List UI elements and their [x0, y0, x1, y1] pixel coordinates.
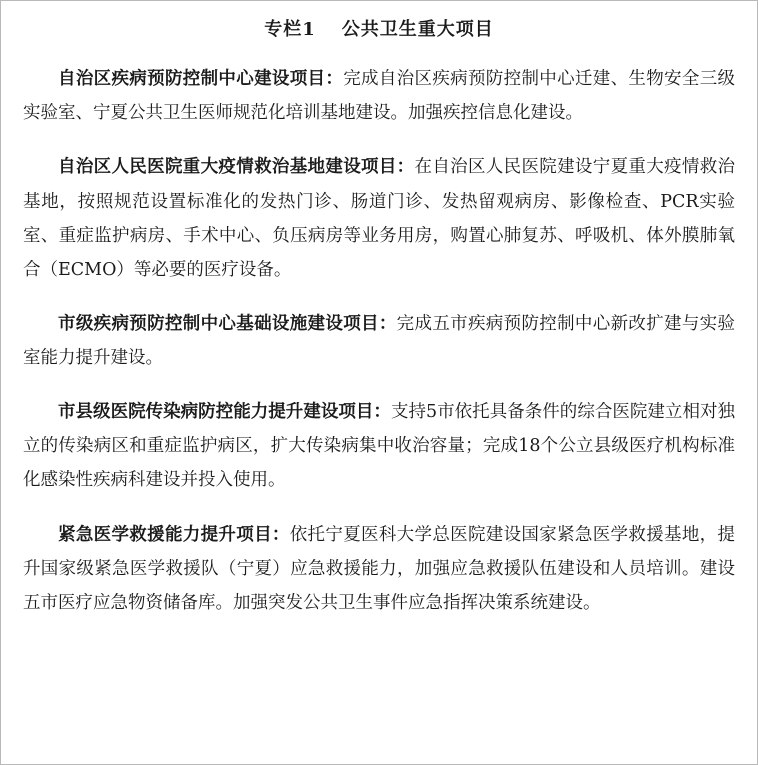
paragraph-5-body: 依托宁夏医科大学总医院建设国家紧急医学救援基地，提升国家级紧急医学救援队（宁夏）应急救援能力，加强应急救援队伍建设和人员培训。建设五市医疗应急物资储备库。加强突发公共卫生事件应急指挥决策系统建设。	[23, 524, 736, 613]
paragraph-2-body: 在自治区人民医院建设宁夏重大疫情救治基地，按照规范设置标准化的发热门诊、肠道门诊、发热留观病房、影像检查、PCR实验室、重症监护病房、手术中心、负压病房等业务用房，购置心肺复苏、呼吸机、体外膜肺氧合（ECMO）等必要的医疗设备。	[23, 157, 736, 280]
page-title-text: 公共卫生重大项目	[341, 19, 494, 40]
paragraph-4	[23, 395, 735, 497]
paragraph-3	[23, 307, 735, 375]
paragraph-4-lead: 市县级医院传染病防控能力提升建设项目：	[58, 402, 391, 423]
paragraph-4-body: 支持5市依托具备条件的综合医院建立相对独立的传染病区和重症监护病区，扩大传染病集中收治容量；完成18个公立县级医疗机构标准化感染性疾病科建设并投入使用。	[23, 402, 735, 491]
paragraph-3-lead: 市级疾病预防控制中心基础设施建设项目：	[58, 313, 397, 334]
paragraph-5	[23, 518, 735, 620]
paragraph-1	[23, 62, 735, 130]
paragraph-2	[23, 150, 735, 287]
paragraph-5-lead: 紧急医学救援能力提升项目：	[58, 524, 290, 545]
page-title	[23, 17, 735, 42]
paragraph-1-body: 完成自治区疾病预防控制中心迁建、生物安全三级实验室、宁夏公共卫生医师规范化培训基地建设。加强疾控信息化建设。	[23, 69, 736, 124]
paragraph-1-lead: 自治区疾病预防控制中心建设项目：	[58, 69, 344, 90]
paragraph-3-body: 完成五市疾病预防控制中心新改扩建与实验室能力提升建设。	[23, 313, 736, 369]
page-title-prefix: 专栏1	[264, 19, 316, 40]
paragraph-2-lead: 自治区人民医院重大疫情救治基地建设项目：	[58, 157, 415, 178]
